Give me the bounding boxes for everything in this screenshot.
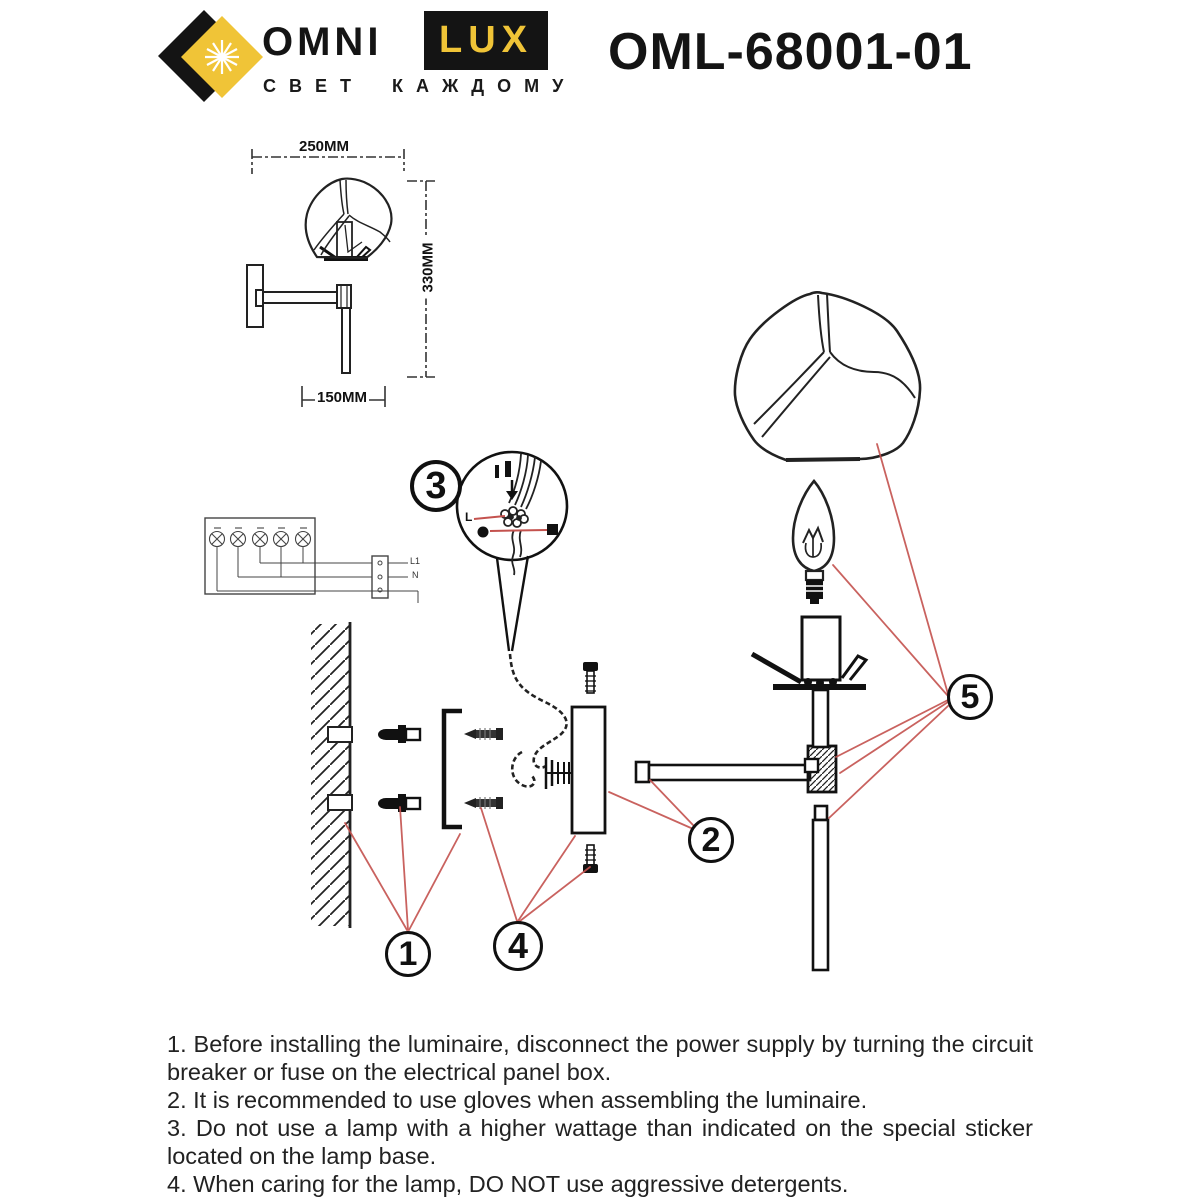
callout-2: 2 xyxy=(688,817,734,863)
wall-anchor-top xyxy=(378,725,420,743)
model-number: OML-68001-01 xyxy=(608,23,973,81)
lower-stem-cap xyxy=(815,806,827,820)
brand-name-lux-box xyxy=(424,11,548,70)
instructions-list xyxy=(167,1030,1033,1198)
wiring-label-n: N xyxy=(412,570,419,580)
mounting-bracket xyxy=(444,711,462,827)
callout-3: 3 xyxy=(410,460,462,512)
brand-logo-icon xyxy=(150,4,280,109)
glass-shade xyxy=(735,292,920,460)
balloon-terminal-square xyxy=(547,524,558,535)
upper-stem xyxy=(813,690,828,747)
arm-connector xyxy=(805,746,836,792)
mounting-screws xyxy=(464,728,503,809)
instruction-item-3: 3. Do not use a lamp with a higher wattage than indicated on the special sticker located on the lamp base. xyxy=(167,1115,1033,1169)
threaded-nipple xyxy=(546,757,572,789)
dimension-width-top: 250MM xyxy=(299,138,350,155)
assembly-diagram xyxy=(280,280,1040,1010)
dimension-width-bottom: 150MM xyxy=(317,389,368,406)
backplate-screw-bottom xyxy=(583,845,598,873)
balloon-terminal-dot xyxy=(478,527,489,538)
wiring-label-l1: L1 xyxy=(410,556,421,566)
wall-hole-bottom xyxy=(328,795,352,810)
mounting-screw-bottom xyxy=(464,797,503,809)
wiring-detail-balloon xyxy=(457,452,567,651)
dimension-height-right: 330MM xyxy=(420,237,437,299)
brand-tagline: СВЕТ КАЖДОМУ xyxy=(263,76,577,96)
lower-stem xyxy=(813,820,828,970)
balloon-red-line-n xyxy=(490,530,547,531)
mounting-screw-top xyxy=(464,728,503,740)
lamp-socket xyxy=(752,617,866,690)
callout-4: 4 xyxy=(493,921,543,971)
wall-backplate xyxy=(572,707,605,833)
dim-arm-cap xyxy=(256,290,263,306)
wall-section xyxy=(311,622,352,928)
callout-5: 5 xyxy=(947,674,993,720)
wall-anchors xyxy=(378,725,420,812)
arm-tube xyxy=(636,762,810,782)
wall-hole-top xyxy=(328,727,352,742)
bulb xyxy=(793,481,834,604)
callout-1: 1 xyxy=(385,931,431,977)
brand-name-lux: LUX xyxy=(439,19,533,61)
wall-anchor-bottom xyxy=(378,794,420,812)
instruction-item-4: 4. When caring for the lamp, DO NOT use aggressive detergents. xyxy=(167,1171,849,1197)
brand-name-omni: OMNI xyxy=(262,20,383,64)
instruction-item-1: 1. Before installing the luminaire, disconnect the power supply by turning the circuit breaker or fuse on the electrical panel box. xyxy=(167,1031,1033,1085)
backplate-screw-top xyxy=(583,662,598,693)
instruction-item-2: 2. It is recommended to use gloves when assembling the luminaire. xyxy=(167,1087,868,1113)
balloon-label-l: L xyxy=(465,510,473,524)
